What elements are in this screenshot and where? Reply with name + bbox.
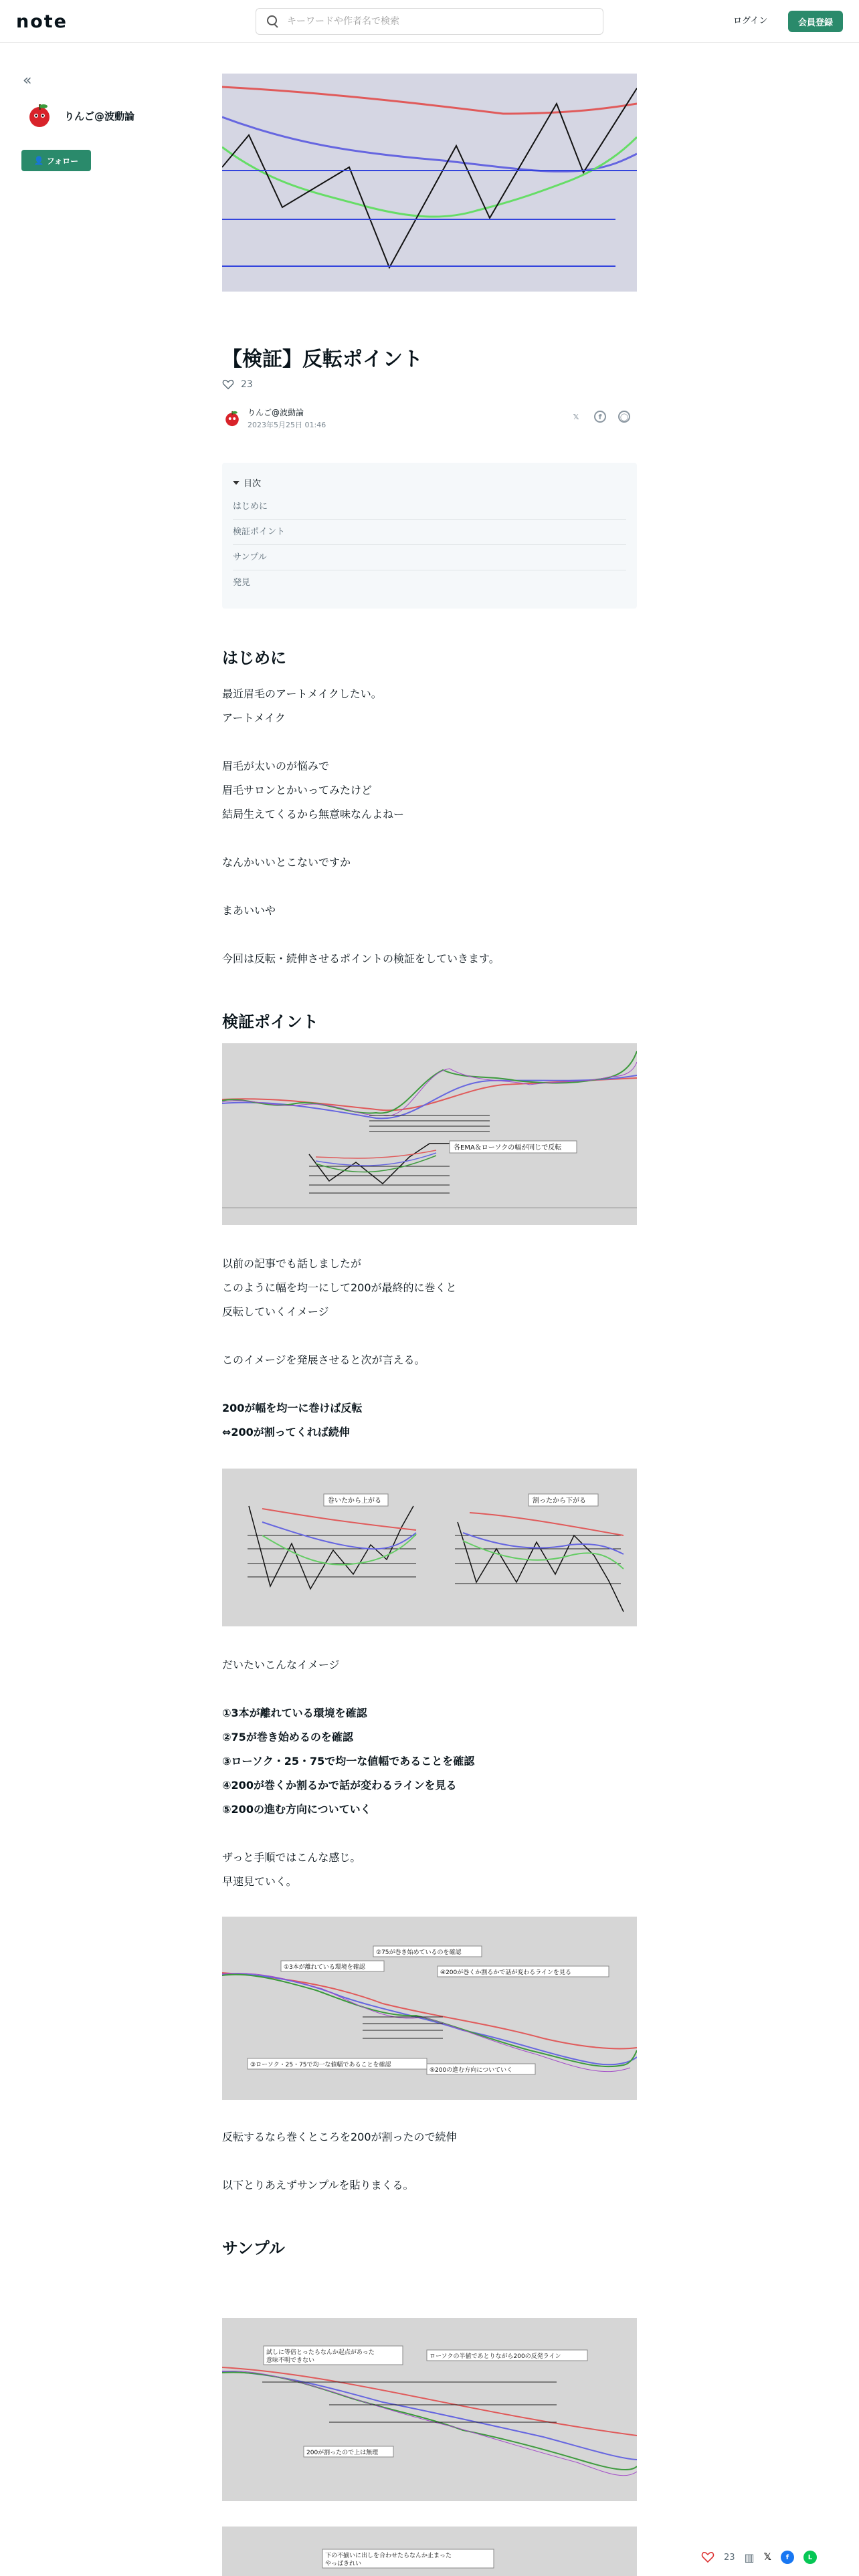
like-row[interactable] xyxy=(222,379,253,391)
chart-annotation: 200が割ったので上は無理 xyxy=(306,2450,379,2456)
section-heading: 検証ポイント xyxy=(222,1012,318,1031)
chart-image-1 xyxy=(222,1043,637,1225)
user-plus-icon: 👤 xyxy=(33,156,44,165)
heart-icon[interactable] xyxy=(222,379,234,391)
like-count: 23 xyxy=(241,379,253,390)
body-text: 以下とりあえずサンプルを貼りまくる。 xyxy=(222,2179,414,2191)
body-text: このイメージを発展させると次が言える。 xyxy=(222,1354,425,1366)
body-text: 眉毛が太いのが悩みで xyxy=(222,760,330,772)
toc-label: 目次 xyxy=(244,479,262,489)
signup-button[interactable]: 会員登録 xyxy=(788,11,843,32)
follow-button[interactable] xyxy=(21,150,91,171)
chart-annotation: ⑤200の進む方向についていく xyxy=(430,2067,513,2074)
toc-toggle[interactable] xyxy=(233,476,626,489)
search-box[interactable] xyxy=(256,8,603,35)
chart-annotation: 試しに等倍とったらなんか起点があった xyxy=(266,2349,375,2356)
step-text: ③ローソク・25・75で均一な値幅であることを確認 xyxy=(222,1755,475,1767)
heart-icon[interactable] xyxy=(701,2551,714,2564)
note-logo[interactable]: note xyxy=(16,11,68,32)
body-text: 最近眉毛のアートメイクしたい。 xyxy=(222,687,382,700)
body-text: まあいいや xyxy=(222,904,276,917)
floating-like-count: 23 xyxy=(724,2552,735,2563)
body-text: 以前の記事でも話しましたが xyxy=(222,1257,362,1270)
x-share-icon[interactable]: 𝕏 xyxy=(573,412,579,421)
chart-annotation: ①3本が離れている環境を確認 xyxy=(284,1964,365,1971)
chart-image-2 xyxy=(222,1469,637,1626)
body-text: 今回は反転・続伸させるポイントの検証をしていきます。 xyxy=(222,952,500,965)
body-text: このように幅を均一にして200が最終的に巻くと xyxy=(222,1281,457,1294)
toc-item[interactable]: 発見 xyxy=(233,578,251,588)
toc-item[interactable]: 検証ポイント xyxy=(233,520,626,545)
facebook-share-icon[interactable]: f xyxy=(781,2551,794,2564)
bold-text: ⇔200が割ってくれば続伸 xyxy=(222,1426,350,1438)
chart-annotation: ③ローソク・25・75で均一な値幅であることを確認 xyxy=(250,2062,391,2068)
step-text: ②75が巻き始めるのを確認 xyxy=(222,1731,353,1743)
body-text: なんかいいとこないですか xyxy=(222,856,351,869)
body-text: ザっと手順ではこんな感じ。 xyxy=(222,1851,361,1864)
table-of-contents xyxy=(222,463,637,609)
chart-image-5 xyxy=(222,2527,637,2576)
chart-annotation: 割ったから下がる xyxy=(533,1497,586,1505)
body-text: 反転するなら巻くところを200が割ったので続伸 xyxy=(222,2131,457,2143)
top-header xyxy=(0,0,859,43)
chart-annotation: 意味不明できない xyxy=(266,2357,315,2364)
article-title: 【検証】反転ポイント xyxy=(222,348,423,371)
chart-image-3 xyxy=(222,1917,637,2100)
byline-author-name[interactable]: りんご@波動論 xyxy=(248,408,304,417)
back-chevron-icon[interactable]: « xyxy=(23,72,32,89)
magazine-icon[interactable]: ▥ xyxy=(744,2551,755,2564)
search-input[interactable] xyxy=(287,16,581,27)
apple-avatar-icon[interactable] xyxy=(222,409,242,429)
step-text: ④200が巻くか割るかで話が変わるラインを見る xyxy=(222,1779,457,1792)
step-text: ①3本が離れている環境を確認 xyxy=(222,1707,367,1719)
body-text: 早速見ていく。 xyxy=(222,1875,297,1888)
chart-annotation: 巻いたから上がる xyxy=(328,1497,381,1505)
apple-avatar-icon xyxy=(24,100,55,131)
search-icon xyxy=(266,14,280,29)
section-heading: はじめに xyxy=(222,649,286,667)
bold-text: 200が幅を均一に巻けば反転 xyxy=(222,1402,363,1414)
sidebar-author-name[interactable]: りんご@波動論 xyxy=(64,110,135,122)
byline-date: 2023年5月25日 01:46 xyxy=(248,421,326,429)
avatar[interactable] xyxy=(24,100,55,131)
hero-chart-image xyxy=(222,74,637,292)
share-icons xyxy=(570,411,630,423)
byline xyxy=(222,407,326,430)
facebook-share-icon[interactable]: f xyxy=(594,411,606,423)
toc-item[interactable]: サンプル xyxy=(233,545,626,570)
line-share-icon[interactable]: ◯ xyxy=(618,411,630,423)
body-text: 反転していくイメージ xyxy=(222,1305,329,1318)
login-link[interactable]: ログイン xyxy=(733,16,768,26)
chart-image-4 xyxy=(222,2318,637,2501)
step-text: ⑤200の進む方向についていく xyxy=(222,1803,371,1816)
chart-annotation: ②75が巻き始めているのを確認 xyxy=(376,1949,462,1956)
x-share-icon[interactable]: 𝕏 xyxy=(763,2552,771,2563)
chart-annotation: ④200が巻くか割るかで話が変わるラインを見る xyxy=(440,1969,571,1976)
section-heading: サンプル xyxy=(222,2239,285,2258)
body-text: 眉毛サロンとかいってみたけど xyxy=(222,784,373,796)
floating-action-bar xyxy=(701,2547,817,2568)
chart-annotation: 下の不揃いに出しを合わせたらなんか止まった xyxy=(325,2553,452,2559)
body-text: 結局生えてくるから無意味なんよねー xyxy=(222,808,405,821)
caret-down-icon xyxy=(233,481,240,485)
follow-label: フォロー xyxy=(46,156,79,166)
line-share-icon[interactable]: L xyxy=(803,2551,817,2564)
chart-annotation: 各EMA＆ローソクの幅が同じで反転 xyxy=(454,1144,562,1152)
chart-annotation: やっぱきれい xyxy=(325,2561,362,2567)
toc-item[interactable]: はじめに xyxy=(233,494,626,520)
body-text: だいたいこんなイメージ xyxy=(222,1658,340,1671)
body-text: アートメイク xyxy=(222,712,286,724)
chart-annotation: ローソクの半値であとりながら200の反発ライン xyxy=(430,2353,561,2360)
